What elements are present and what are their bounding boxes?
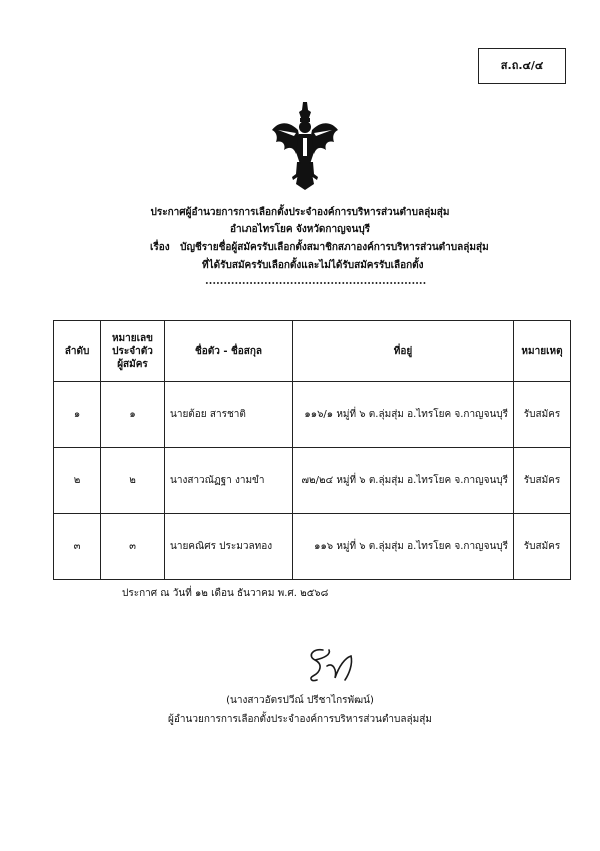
cell-remark: รับสมัคร: [514, 382, 571, 448]
cell-order: ๑: [54, 382, 101, 448]
cell-remark: รับสมัคร: [514, 448, 571, 514]
cell-number: ๓: [101, 514, 165, 580]
candidate-table: [53, 320, 571, 580]
district-province: อำเภอไทรโยค จังหวัดกาญจนบุรี: [229, 224, 371, 235]
cell-name: นายคณิศร ประมวลทอง: [165, 514, 293, 580]
col-address-header: ที่อยู่: [293, 321, 514, 382]
handwritten-signature: [305, 646, 375, 684]
cell-number: ๒: [101, 448, 165, 514]
cell-remark: รับสมัคร: [514, 514, 571, 580]
subject-label: เรื่อง: [150, 242, 170, 253]
announcement-date: ประกาศ ณ วันที่ ๑๒ เดือน ธันวาคม พ.ศ. ๒๕๖๘: [122, 588, 329, 599]
signer-title: ผู้อำนวยการการเลือกตั้งประจำองค์การบริหารส่วนตำบลลุ่มสุ่ม: [168, 714, 432, 725]
col-order-header: ลำดับ: [54, 321, 101, 382]
table-row: [54, 382, 571, 448]
subject-line-2: ที่ได้รับสมัครรับเลือกตั้งและไม่ได้รับสมัครรับเลือกตั้ง: [202, 260, 424, 271]
cell-order: ๓: [54, 514, 101, 580]
col-number-header-line-3: ผู้สมัคร: [117, 358, 148, 370]
col-remark-header: หมายเหตุ: [514, 321, 571, 382]
col-number-header-line-2: ประจำตัว: [112, 345, 153, 357]
asterisk-divider: [205, 280, 427, 286]
cell-address: ๑๑๖/๑ หมู่ที่ ๖ ต.ลุ่มสุ่ม อ.ไทรโยค จ.กาญจนบุรี: [293, 382, 514, 448]
col-name-header: ชื่อตัว - ชื่อสกุล: [165, 321, 293, 382]
cell-name: นายต้อย สารชาติ: [165, 382, 293, 448]
cell-number: ๑: [101, 382, 165, 448]
table-header-row: [54, 321, 571, 382]
table-row: [54, 448, 571, 514]
announcement-title: ประกาศผู้อำนวยการการเลือกตั้งประจำองค์การบริหารส่วนตำบลลุ่มสุ่ม: [150, 207, 450, 218]
signer-name: (นางสาวอัตรปวีณ์ ปรีชาไกรพัฒน์): [226, 695, 374, 706]
cell-name: นางสาวณัฏฐา งามขำ: [165, 448, 293, 514]
garuda-emblem-icon: [270, 100, 340, 192]
form-code-box: ส.ถ.๔/๔: [478, 48, 566, 84]
col-number-header-line-1: หมายเลข: [111, 332, 154, 344]
cell-address: ๗๒/๒๔ หมู่ที่ ๖ ต.ลุ่มสุ่ม อ.ไทรโยค จ.กาญจนบุรี: [293, 448, 514, 514]
col-number-header: [101, 321, 165, 382]
subject-text-1: บัญชีรายชื่อผู้สมัครรับเลือกตั้งสมาชิกสภาองค์การบริหารส่วนตำบลลุ่มสุ่ม: [180, 242, 489, 253]
table-row: [54, 514, 571, 580]
subject-line-1: [150, 240, 489, 255]
cell-order: ๒: [54, 448, 101, 514]
cell-address: ๑๑๖ หมู่ที่ ๖ ต.ลุ่มสุ่ม อ.ไทรโยค จ.กาญจนบุรี: [293, 514, 514, 580]
